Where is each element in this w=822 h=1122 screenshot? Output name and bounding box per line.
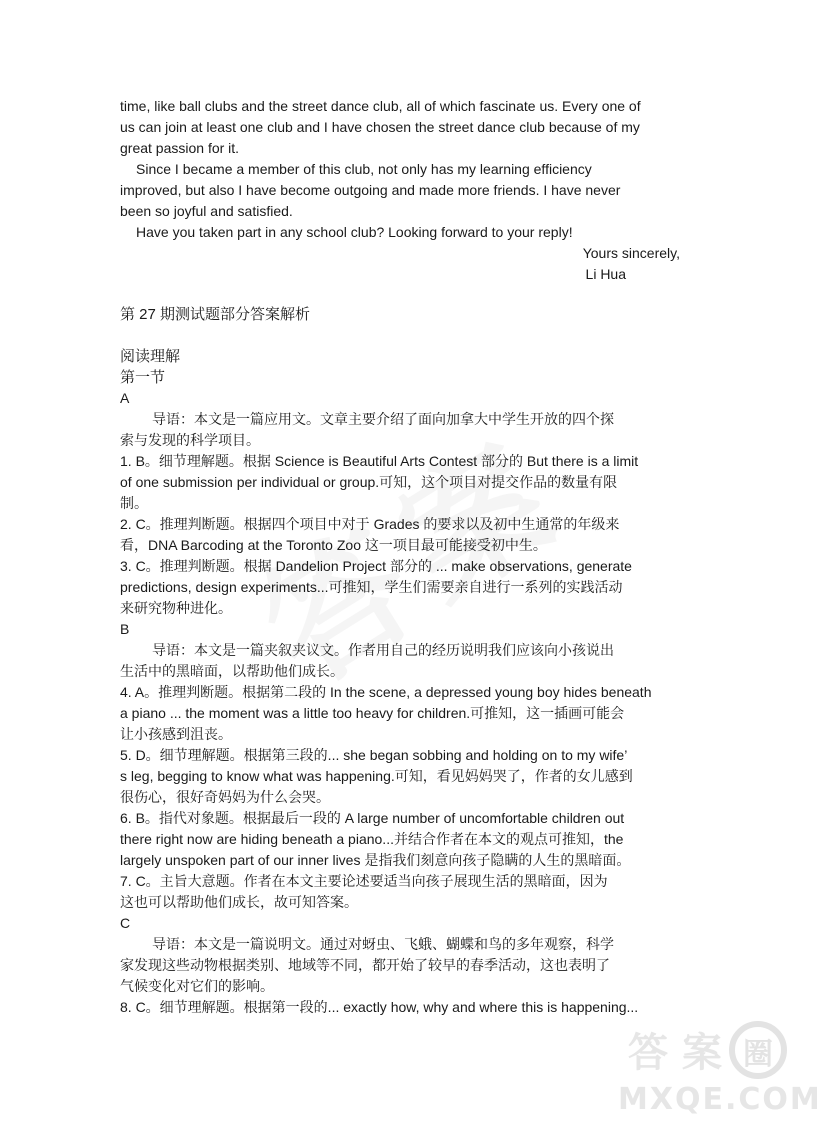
answer-line: a piano ... the moment was a little too heavy for children.可推知，这一插画可能会	[120, 705, 625, 721]
letter-line: Have you taken part in any school club? Looking forward to your reply!	[136, 224, 573, 240]
section-title: 第 27 期测试题部分答案解析	[120, 306, 311, 323]
answer-line: of one submission per individual or group.可知，这个项目对提交作品的数量有限	[120, 474, 618, 490]
answer-line: largely unspoken part of our inner lives 是指我们刻意向孩子隐瞒的人生的黑暗面。	[120, 852, 631, 868]
answer-line: 8. C。细节理解题。根据第一段的... exactly how, why and where this is happening...	[120, 999, 639, 1015]
passage-label: B	[120, 621, 130, 637]
answer-line: 6. B。指代对象题。根据最后一段的 A large number of uncomfortable children out	[120, 810, 625, 826]
answers-body	[120, 346, 680, 1018]
answer-line: 4. A。推理判断题。根据第二段的 In the scene, a depressed young boy hides beneath	[120, 684, 652, 700]
answer-line: 让小孩感到沮丧。	[120, 726, 232, 742]
passage-intro-line: 导语：本文是一篇夹叙夹议文。作者用自己的经历说明我们应该向小孩说出	[152, 642, 614, 658]
answer-line: there right now are hiding beneath a piano...并结合作者在本文的观点可推知，the	[120, 831, 624, 847]
subpart-title: 第一节	[120, 369, 166, 386]
letter-line: been so joyful and satisfied.	[120, 203, 293, 219]
passage-intro-line: 家发现这些动物根据类别、地域等不同，都开始了较早的春季活动，这也表明了	[120, 957, 610, 973]
answer-line: 制。	[120, 495, 148, 511]
logo-glyphs	[618, 1020, 788, 1080]
letter-line: time, like ball clubs and the street dance club, all of which fascinate us. Every one of	[120, 98, 641, 114]
answer-line: s leg, begging to know what was happening.可知，看见妈妈哭了，作者的女儿感到	[120, 768, 633, 784]
answer-line: predictions, design experiments...可推知，学生们需要亲自进行一系列的实践活动	[120, 579, 623, 595]
answer-line: 7. C。主旨大意题。作者在本文主要论述要适当向孩子展现生活的黑暗面，因为	[120, 873, 608, 889]
passage-label: A	[120, 390, 130, 406]
passage-label: C	[120, 915, 131, 931]
letter-signature: Li Hua	[585, 266, 626, 282]
answer-line: 很伤心，很好奇妈妈为什么会哭。	[120, 789, 330, 805]
answer-line: 1. B。细节理解题。根据 Science is Beautiful Arts Contest 部分的 But there is a limit	[120, 453, 639, 469]
site-logo	[618, 1020, 822, 1117]
passage-intro-line: 生活中的黑暗面，以帮助他们成长。	[120, 663, 344, 679]
section-heading	[120, 304, 680, 325]
answer-line: 看，DNA Barcoding at the Toronto Zoo 这一项目最可能接受初中生。	[120, 537, 547, 553]
answer-line: 3. C。推理判断题。根据 Dandelion Project 部分的 ... make observations, generate	[120, 558, 632, 574]
passage-intro-line: 导语：本文是一篇说明文。通过对蚜虫、飞蛾、蝴蝶和鸟的多年观察，科学	[152, 936, 614, 952]
passage-intro-line: 索与发现的科学项目。	[120, 432, 260, 448]
logo-glyph: 圈	[743, 1037, 773, 1072]
passage-intro-line: 气候变化对它们的影响。	[120, 978, 274, 994]
answer-line: 来研究物种进化。	[120, 600, 232, 616]
logo-glyph: 答	[628, 1030, 668, 1076]
letter-closing: Yours sincerely,	[582, 245, 680, 261]
letter-line: great passion for it.	[120, 140, 240, 156]
letter-line: us can join at least one club and I have chosen the street dance club because of my	[120, 119, 640, 135]
logo-domain: MXQE.COM	[618, 1082, 822, 1117]
answer-line: 5. D。细节理解题。根据第三段的... she began sobbing and holding on to my wife’	[120, 747, 628, 763]
answer-line: 2. C。推理判断题。根据四个项目中对于 Grades 的要求以及初中生通常的年级来	[120, 516, 620, 532]
letter-body	[120, 96, 680, 285]
letter-line: improved, but also I have become outgoing and made more friends. I have never	[120, 182, 621, 198]
logo-glyph: 案	[682, 1030, 722, 1076]
letter-line: Since I became a member of this club, not only has my learning efficiency	[136, 161, 592, 177]
part-title: 阅读理解	[120, 348, 181, 365]
answer-line: 这也可以帮助他们成长，故可知答案。	[120, 894, 358, 910]
passage-intro-line: 导语：本文是一篇应用文。文章主要介绍了面向加拿大中学生开放的四个探	[152, 411, 614, 427]
